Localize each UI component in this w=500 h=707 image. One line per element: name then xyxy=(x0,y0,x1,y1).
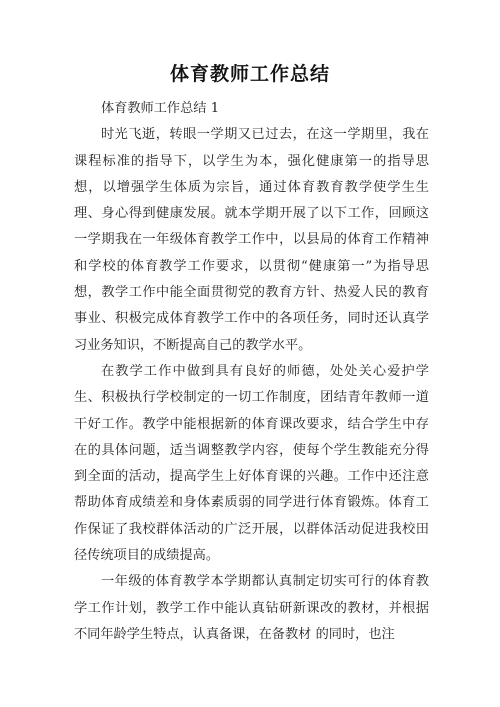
document-body xyxy=(74,96,429,648)
section-heading: 体育教师工作总结 1 xyxy=(101,101,220,116)
document-title: 体育教师工作总结 xyxy=(169,63,330,85)
paragraph-3: 一年级的体育教学本学期都认真制定切实可行的体育教学工作计划，教学工作中能认真钻研新课改的教材，并根据不同年龄学生特点，认真备课，在备教材 的同时，也注 xyxy=(74,574,429,642)
paragraph-2: 在教学工作中做到具有良好的师德，处处关心爱护学生、积极执行学校制定的一切工作制度，团结青年教师一道干好工作。教学中能根据新的体育课改要求，结合学生中存在的具体问题，适当调整教学内容，使每个学生教能充分得到全面的活动，提高学生上好体育课的兴趣。工作中还注意帮助体育成绩差和身体素质弱的同学进行体育锻炼。体育工作保证了我校群体活动的广泛开展，以群体活动促进我校田径传统项目的成绩提高。 xyxy=(74,363,429,564)
paragraph-1: 时光飞逝，转眼一学期又已过去，在这一学期里，我在课程标准的指导下，以学生为本，强化健康第一的指导思想，以增强学生体质为宗旨，通过体育教育教学使学生生理、身心得到健康发展。就本学期开展了以下工作，回顾这一学期我在一年级体育教学工作中，以县局的体育工作精神和学校的体育教学工作要求，以贯彻“健康第一”为指导思想，教学工作中能全面贯彻党的教育方针、热爱人民的教育事业、积极完成体育教学工作中的各项任务，同时还认真学习业务知识，不断提高自己的教学水平。 xyxy=(74,127,429,353)
